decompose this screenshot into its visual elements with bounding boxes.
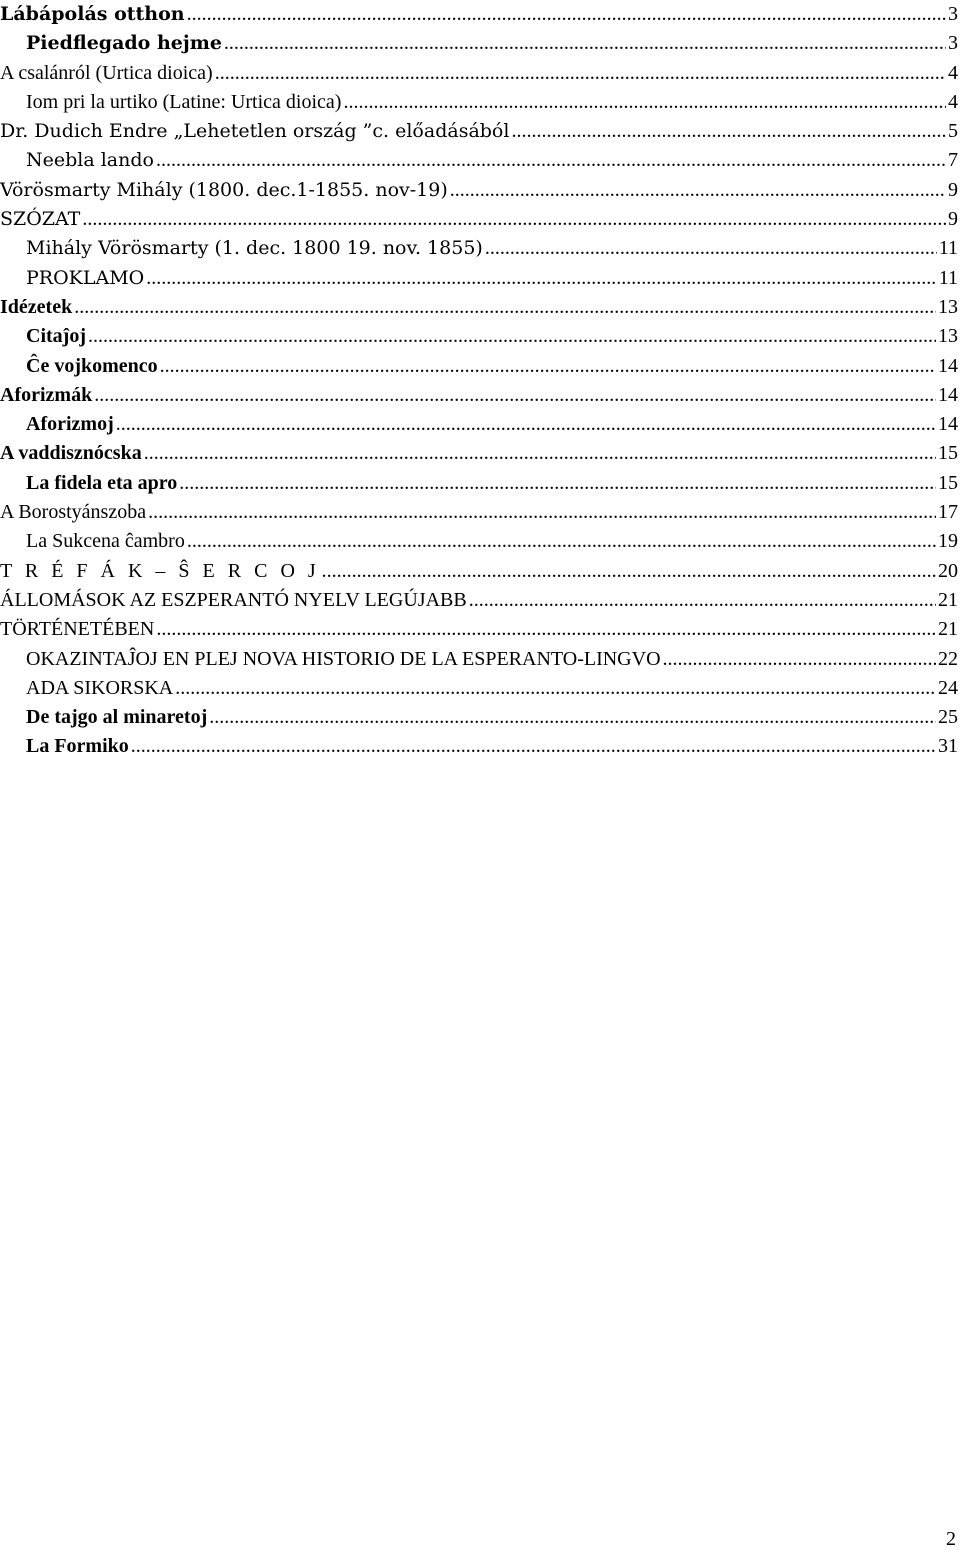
toc-entry[interactable]: [0, 59, 960, 88]
toc-entry-page: 24: [938, 676, 958, 699]
toc-entry[interactable]: [0, 29, 960, 58]
toc-entry-page: 19: [938, 530, 958, 553]
toc-entry-title: Iom pri la urtiko (Latine: Urtica dioica): [26, 90, 342, 113]
toc-entry-page: 22: [938, 647, 958, 670]
toc-dot-leader: [156, 146, 946, 175]
toc-entry-page: 14: [938, 383, 958, 406]
toc-entry[interactable]: [0, 645, 960, 674]
toc-entry-title: TÖRTÉNETÉBEN: [0, 618, 155, 641]
toc-dot-leader: [343, 88, 946, 117]
toc-entry-title: T R É F Á K – Ŝ E R C O J: [0, 559, 320, 582]
toc-entry-title: Lábápolás otthon: [0, 3, 185, 25]
toc-entry[interactable]: [0, 381, 960, 410]
toc-dot-leader: [322, 557, 936, 586]
toc-entry-title: ADA SIKORSKA: [26, 676, 174, 699]
toc-entry-title: La Sukcena ĉambro: [26, 530, 185, 553]
toc-dot-leader: [511, 117, 946, 146]
toc-entry-title: Ĉe vojkomenco: [26, 354, 158, 377]
toc-entry[interactable]: [0, 410, 960, 439]
toc-entry-page: 4: [948, 61, 958, 84]
toc-entry-title: PROKLAMO: [26, 266, 145, 289]
toc-entry[interactable]: [0, 557, 960, 586]
toc-entry-title: A vaddisznócska: [0, 442, 142, 465]
toc-entry-title: A Borostyánszoba: [0, 501, 147, 524]
toc-dot-leader: [146, 264, 937, 293]
toc-entry[interactable]: [0, 586, 960, 615]
toc-entry[interactable]: [0, 0, 960, 29]
toc-entry-page: 14: [938, 354, 958, 377]
toc-entry[interactable]: [0, 615, 960, 644]
toc-entry-page: 9: [948, 178, 958, 201]
toc-dot-leader: [209, 703, 936, 732]
toc-entry[interactable]: [0, 88, 960, 117]
toc-entry-page: 11: [938, 237, 958, 260]
toc-entry-title: La fidela eta apro: [26, 471, 178, 494]
toc-entry-page: 13: [938, 325, 958, 348]
toc-dot-leader: [116, 410, 936, 439]
toc-dot-leader: [450, 176, 946, 205]
toc-dot-leader: [160, 352, 936, 381]
toc-entry-page: 15: [938, 471, 958, 494]
toc-entry-title: Idézetek: [0, 295, 73, 318]
toc-entry-title: De tajgo al minaretoj: [26, 706, 208, 729]
toc-entry-page: 15: [938, 442, 958, 465]
toc-entry[interactable]: [0, 176, 960, 205]
toc-entry-title: Neebla lando: [26, 149, 154, 172]
toc-entry-page: 25: [938, 706, 958, 729]
toc-entry-page: 13: [938, 295, 958, 318]
table-of-contents: [0, 0, 960, 762]
toc-dot-leader: [148, 498, 936, 527]
toc-dot-leader: [94, 381, 936, 410]
toc-entry-page: 17: [938, 501, 958, 524]
toc-entry-title: Mihály Vörösmarty (1. dec. 1800 19. nov. 1855): [26, 237, 483, 260]
toc-dot-leader: [215, 59, 946, 88]
toc-entry[interactable]: [0, 322, 960, 351]
toc-dot-leader: [469, 586, 936, 615]
toc-entry[interactable]: [0, 703, 960, 732]
toc-entry-page: 5: [948, 120, 958, 143]
toc-entry-title: ÁLLOMÁSOK AZ ESZPERANTÓ NYELV LEGÚJABB: [0, 588, 467, 611]
toc-entry-page: 9: [948, 208, 958, 231]
toc-entry-title: A csalánról (Urtica dioica): [0, 61, 213, 84]
toc-entry-page: 21: [938, 588, 958, 611]
toc-entry-page: 14: [938, 413, 958, 436]
toc-entry-title: OKAZINTAĴOJ EN PLEJ NOVA HISTORIO DE LA ESPERANTO-LINGVO: [26, 647, 661, 670]
toc-dot-leader: [74, 293, 936, 322]
toc-entry[interactable]: [0, 205, 960, 234]
toc-entry-title: Citaĵoj: [26, 325, 86, 348]
toc-entry-page: 4: [948, 90, 958, 113]
toc-entry-title: Aforizmák: [0, 383, 93, 406]
toc-dot-leader: [187, 0, 946, 29]
toc-entry[interactable]: [0, 293, 960, 322]
toc-entry-title: SZÓZAT: [0, 208, 81, 231]
toc-dot-leader: [179, 469, 936, 498]
toc-entry[interactable]: [0, 264, 960, 293]
toc-entry[interactable]: [0, 146, 960, 175]
toc-entry[interactable]: [0, 498, 960, 527]
toc-entry[interactable]: [0, 527, 960, 556]
toc-entry-title: Aforizmoj: [26, 413, 114, 436]
toc-dot-leader: [156, 615, 936, 644]
toc-dot-leader: [144, 439, 936, 468]
toc-entry-page: 20: [938, 559, 958, 582]
toc-dot-leader: [82, 205, 946, 234]
page-number: 2: [946, 1528, 956, 1550]
toc-entry[interactable]: [0, 234, 960, 263]
toc-dot-leader: [187, 527, 936, 556]
toc-dot-leader: [88, 322, 936, 351]
toc-entry[interactable]: [0, 732, 960, 761]
toc-entry[interactable]: [0, 117, 960, 146]
toc-entry-title: La Formiko: [26, 735, 129, 758]
toc-entry-page: 7: [948, 149, 958, 172]
toc-entry[interactable]: [0, 469, 960, 498]
toc-dot-leader: [224, 29, 946, 58]
toc-entry-page: 3: [948, 3, 958, 25]
toc-entry-page: 3: [948, 32, 958, 55]
toc-entry-title: Piedflegado hejme: [26, 32, 222, 55]
toc-dot-leader: [175, 674, 936, 703]
toc-dot-leader: [485, 234, 937, 263]
toc-dot-leader: [663, 645, 936, 674]
toc-entry-page: 31: [938, 735, 958, 758]
toc-dot-leader: [131, 732, 936, 761]
toc-entry-page: 11: [938, 266, 958, 289]
toc-entry-title: Vörösmarty Mihály (1800. dec.1-1855. nov-19): [0, 178, 448, 201]
toc-entry-title: Dr. Dudich Endre „Lehetetlen ország ”c. előadásából: [0, 120, 510, 143]
toc-entry[interactable]: [0, 439, 960, 468]
toc-entry[interactable]: [0, 674, 960, 703]
toc-entry[interactable]: [0, 352, 960, 381]
toc-entry-page: 21: [938, 618, 958, 641]
